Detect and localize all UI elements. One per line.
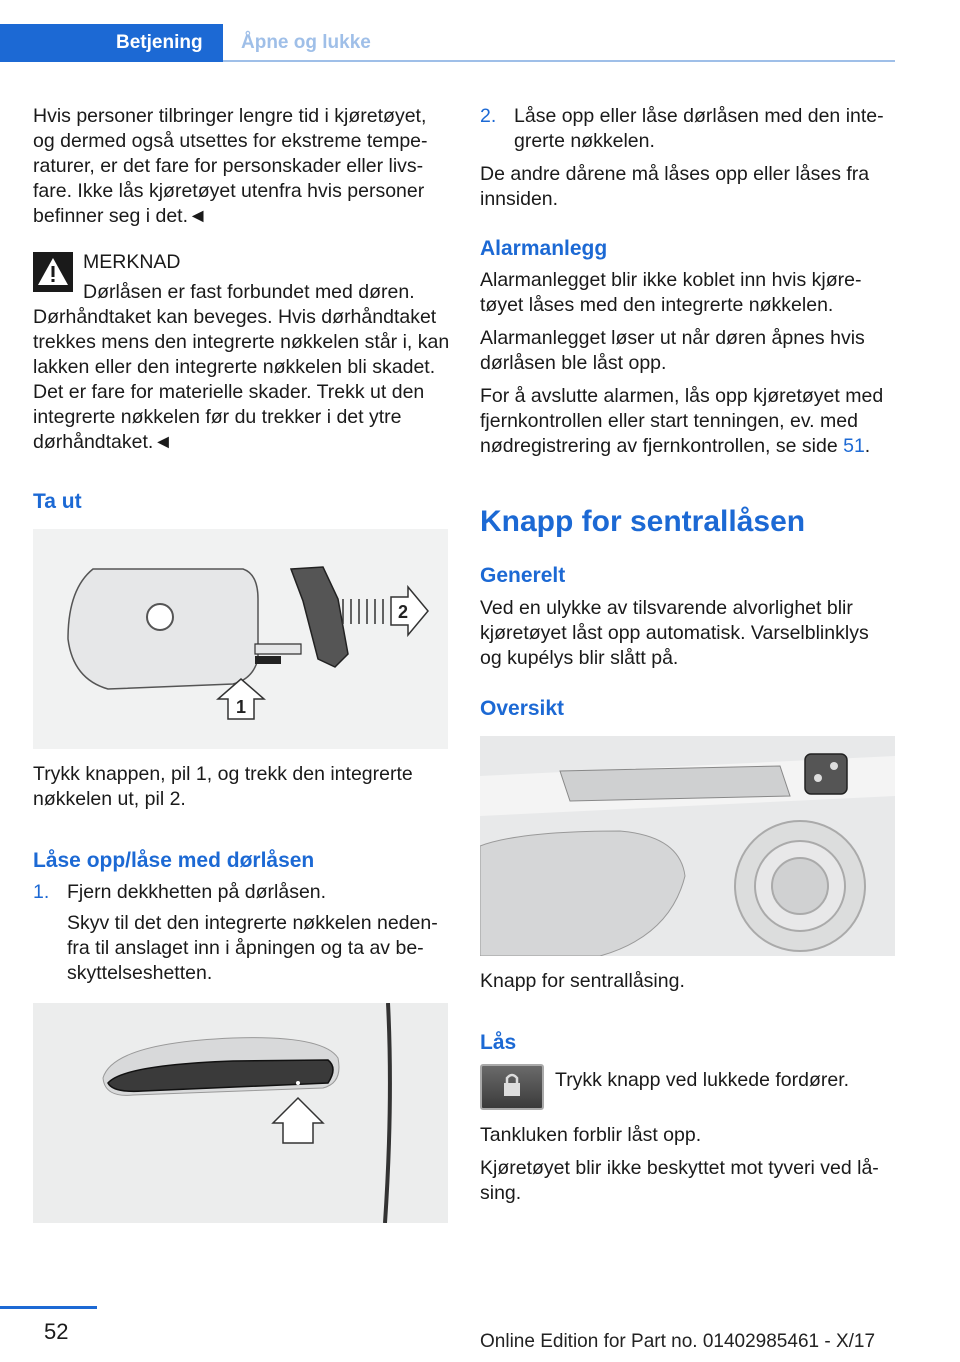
alarm-p3-text: For å avslutte alarmen, lås opp kjøretøyet med fjernkontrollen eller start tenningen, ev. med nødregistrering av fjernkontrollen, se side: [480, 385, 884, 457]
page-51-link[interactable]: 51: [843, 435, 865, 457]
heading-knapp-sentrallaasen: Knapp for sentrallåsen: [480, 505, 806, 538]
laas-instruction: Trykk knapp ved lukkede fordører.: [555, 1069, 850, 1091]
edition-text: Online Edition for Part no. 01402985461 - X/17: [480, 1331, 876, 1352]
alarm-paragraph-3: [480, 384, 894, 459]
heading-oversikt: Oversikt: [480, 697, 565, 720]
section-tab-label: Åpne og lukke: [241, 32, 371, 53]
footer-accent-line: [0, 1306, 97, 1309]
generelt-paragraph: Ved en ulykke av tilsvarende alvorlighet blir kjøretøyet låst opp automatisk. Varselblinklys og kupélys blir slått på.: [480, 597, 869, 669]
tankluken-paragraph: Tankluken forblir låst opp.: [480, 1124, 702, 1146]
arrow-2-label: 2: [398, 602, 409, 622]
notice-title: MERKNAD: [83, 251, 181, 273]
step-2-number: 2.: [480, 105, 497, 127]
chapter-tab[interactable]: [0, 24, 223, 62]
step-2: [480, 104, 894, 154]
door-handle-figure: [33, 1003, 448, 1223]
warning-icon: [33, 252, 73, 292]
alarm-paragraph-2: Alarmanlegget løser ut når døren åpnes hvis dørlåsen ble låst opp.: [480, 327, 865, 374]
section-tab[interactable]: [223, 24, 895, 62]
heading-generelt: Generelt: [480, 564, 566, 587]
page-number: 52: [44, 1319, 69, 1344]
arrow-1-label: 1: [236, 697, 247, 717]
alarm-p3-end: .: [864, 435, 871, 457]
step-2-text: Låse opp eller låse dørlåsen med den integrerte nøkkelen.: [514, 105, 884, 152]
step-1-subtext: Skyv til det den integrerte nøkkelen nedenfra til anslaget inn i åpningen og ta av beskyttelseshetten.: [67, 912, 438, 984]
central-lock-button-icon: [480, 1064, 544, 1110]
door-handle-illustration: [33, 1003, 448, 1223]
alarm-paragraph-1: Alarmanlegget blir ikke koblet inn hvis kjøretøyet låses med den integrerte nøkkelen.: [480, 269, 862, 316]
chapter-tab-label: Betjening: [116, 32, 203, 53]
ta-ut-instruction: Trykk knappen, pil 1, og trekk den integrerte nøkkelen ut, pil 2.: [33, 763, 413, 810]
oversikt-caption: Knapp for sentrallåsing.: [480, 970, 685, 992]
other-doors-paragraph: De andre dårene må låses opp eller låses fra innsiden.: [480, 163, 870, 210]
lock-icon: [482, 1066, 542, 1108]
key-removal-figure: [33, 529, 448, 749]
notice-body: Dørhåndtaket kan beveges. Hvis dørhåndtaket trekkes mens den integrerte nøkkelen står i, kan lakken eller den integrerte nøkkelen bli skadet. Det er fare for materielle skader. Trekk ut den integrerte nøkkelen før du trekker i det ytre dørhåndtaket.◄: [33, 306, 450, 453]
heading-ta-ut: Ta ut: [33, 490, 82, 513]
central-lock-figure: [480, 736, 895, 956]
beskyttet-paragraph: Kjøretøyet blir ikke beskyttet mot tyveri ved låsing.: [480, 1157, 879, 1204]
notice-line1: Dørlåsen er fast forbundet med døren.: [83, 281, 415, 303]
heading-laas: Lås: [480, 1031, 517, 1054]
heading-alarmanlegg: Alarmanlegg: [480, 237, 608, 260]
step-1-text: Fjern dekkhetten på dørlåsen.: [67, 881, 327, 903]
door-panel-illustration: [480, 736, 895, 956]
intro-paragraph: Hvis personer tilbringer lengre tid i kjøretøyet, og dermed også utsettes for ekstreme temperaturer, er det fare for personskader eller livsfare. Ikke lås kjøretøyet utenfra hvis personer befinner seg i det.◄: [33, 105, 428, 227]
key-illustration: [33, 529, 448, 749]
step-1: [33, 880, 451, 986]
heading-laase: Låse opp/låse med dørlåsen: [33, 849, 315, 872]
step-1-number: 1.: [33, 881, 50, 903]
